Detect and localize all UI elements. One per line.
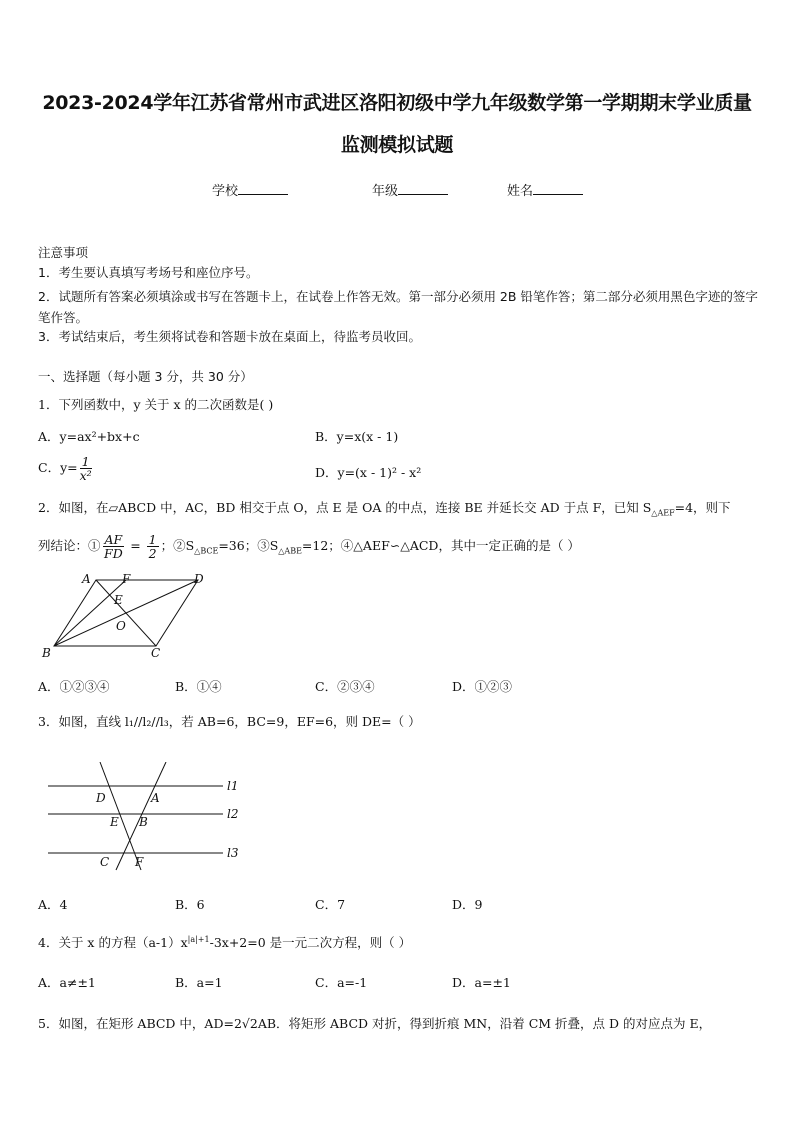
q4-option-b[interactable]: B．a=1 — [175, 975, 223, 990]
q3-option-c[interactable]: C．7 — [315, 897, 346, 912]
label-c: C — [100, 855, 110, 869]
q1-option-b[interactable]: B．y=x(x - 1) — [315, 429, 399, 444]
label-b: B — [42, 646, 51, 660]
question-1-stem: 1．下列函数中，y 关于 x 的二次函数是( ) — [38, 397, 274, 412]
parallelogram-figure — [38, 570, 218, 662]
question-4-stem: 4．关于 x 的方程$(a-1)x^{|a|+1}-3x+2=0$ 是一元二次方程，则（ ） — [38, 935, 412, 951]
label-l3: l3 — [227, 846, 239, 860]
name-field[interactable]: 姓名 — [507, 180, 583, 199]
grade-field[interactable]: 年级 — [372, 180, 448, 199]
label-a: A — [82, 572, 91, 586]
q1-option-d[interactable]: D．y=(x - 1)² - x² — [315, 465, 422, 480]
notice-heading: 注意事项 — [38, 245, 89, 260]
label-e: E — [110, 815, 119, 829]
q1-option-c[interactable]: C．y= $\frac{1}{\text{x²}}$ — [38, 454, 92, 483]
page-title-line2: 监测模拟试题 — [340, 134, 454, 156]
q4-option-c[interactable]: C．a=-1 — [315, 975, 368, 990]
fraction-af-fd: $\frac{AF}{FD}$ — [104, 532, 123, 561]
section-heading: 一、选择题（每小题 3 分，共 30 分） — [38, 369, 253, 384]
label-d: D — [96, 791, 106, 805]
label-d: D — [194, 572, 204, 586]
q2-option-a[interactable]: A．①②③④ — [38, 679, 110, 694]
question-2-stem-line2: 列结论：① $\frac{AF}{FD}$ = $\frac{1}{2}$ ；$②S_{\triangle BCE}=36$；$③S_{\triangle ABE}=12$；④△AEF∽△ACD，其中一定正确的是（ ） — [38, 532, 580, 561]
q2-option-c[interactable]: C．②③④ — [315, 679, 375, 694]
label-l1: l1 — [227, 779, 239, 793]
transversal-df — [100, 762, 141, 870]
question-2-stem-line1: 2．如图，在▱ABCD 中，AC，BD 相交于点 O，点 E 是 OA 的中点，连接 BE 并延长交 AD 于点 F，已知 $S_{\triangle AEF}=4$，则下 — [38, 500, 731, 518]
notice-item-2: 2．试题所有答案必须填涂或书写在答题卡上，在试卷上作答无效。第一部分必须用 2B 铅笔作答；第二部分必须用黑色字迹的签字笔作答。 — [38, 289, 758, 325]
fraction-half: $\frac{1}{2}$ — [148, 532, 157, 561]
label-b: B — [139, 815, 148, 829]
q1-option-a[interactable]: A．y=ax²+bx+c — [38, 429, 140, 444]
school-field[interactable]: 学校 — [212, 180, 288, 199]
q2-option-d[interactable]: D．①②③ — [452, 679, 513, 694]
page-title-line1: 2023-2024学年江苏省常州市武进区洛阳初级中学九年级数学第一学期期末学业质量 — [42, 92, 752, 114]
label-o: O — [116, 619, 126, 633]
notice-item-1: 1．考生要认真填写考场号和座位序号。 — [38, 265, 259, 280]
label-e: E — [114, 593, 123, 607]
q3-option-a[interactable]: A．4 — [38, 897, 68, 912]
q4-option-d[interactable]: D．a=±1 — [452, 975, 511, 990]
q4-option-a[interactable]: A．a≠±1 — [38, 975, 96, 990]
label-f: F — [122, 572, 131, 586]
label-f: F — [135, 855, 144, 869]
parallel-lines-figure — [38, 762, 258, 877]
q3-option-b[interactable]: B．6 — [175, 897, 205, 912]
notice-item-3: 3．考试结束后，考生须将试卷和答题卡放在桌面上，待监考员收回。 — [38, 329, 421, 344]
label-c: C — [151, 646, 161, 660]
label-a: A — [151, 791, 160, 805]
fraction: $\frac{1}{\text{x²}}$ — [79, 454, 92, 483]
q3-option-d[interactable]: D．9 — [452, 897, 483, 912]
question-3-stem: 3．如图，直线 l₁//l₂//l₃，若 AB=6，BC=9，EF=6，则 DE=（ ） — [38, 714, 421, 729]
diagonal-bd — [54, 580, 198, 646]
label-l2: l2 — [227, 807, 239, 821]
q2-option-b[interactable]: B．①④ — [175, 679, 222, 694]
question-5-stem: 5．如图，在矩形 ABCD 中，AD=2√2AB．将矩形 ABCD 对折，得到折痕 MN，沿着 CM 折叠，点 D 的对应点为 E， — [38, 1016, 712, 1031]
